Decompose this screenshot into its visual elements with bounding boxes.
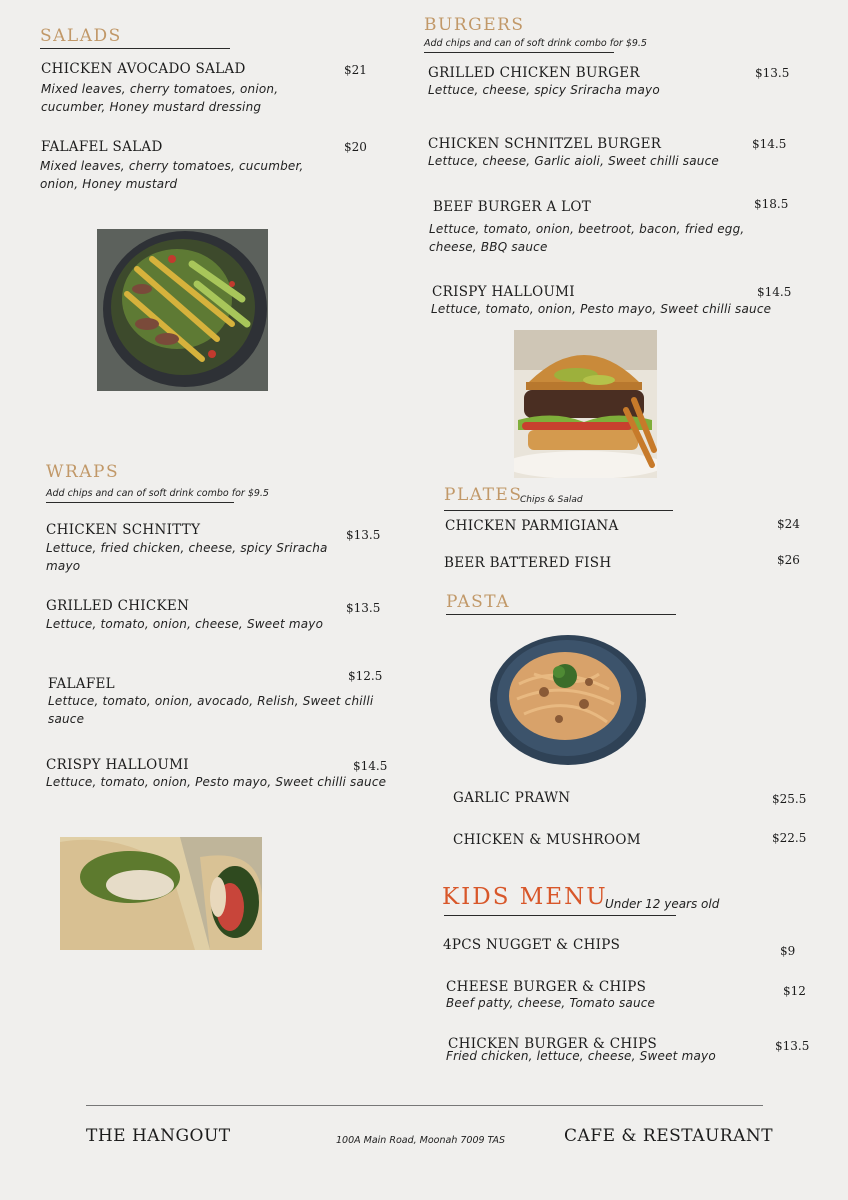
restaurant-address: 100A Main Road, Moonah 7009 TAS: [336, 1135, 506, 1146]
burgers-title: BURGERS: [424, 15, 525, 35]
menu-item-price: $13.5: [775, 1039, 810, 1053]
menu-item-name: CHICKEN SCHNITZEL BURGER: [428, 136, 662, 152]
menu-item-name: CHICKEN BURGER & CHIPS: [448, 1036, 658, 1052]
menu-item-price: $21: [344, 63, 367, 77]
menu-item-price: $12: [783, 984, 806, 998]
restaurant-type: CAFE & RESTAURANT: [564, 1126, 774, 1146]
menu-item-name: BEEF BURGER A LOT: [433, 199, 592, 215]
kids-divider: [444, 915, 676, 916]
menu-item-price: $12.5: [348, 669, 383, 683]
menu-item-price: $18.5: [754, 197, 789, 211]
menu-item-description: Lettuce, tomato, onion, avocado, Relish, Sweet chilli sauce: [48, 694, 374, 726]
menu-item-name: FALAFEL: [48, 676, 115, 692]
kids-menu-subtitle: Under 12 years old: [605, 897, 720, 911]
salads-divider: [40, 48, 230, 49]
menu-item-description: Lettuce, tomato, onion, Pesto mayo, Sweet chilli sauce: [431, 302, 772, 316]
menu-item-price: $20: [344, 140, 367, 154]
menu-item-price: $24: [777, 517, 800, 531]
footer-divider: [86, 1105, 763, 1106]
menu-item-price: $14.5: [353, 759, 388, 773]
menu-item-description: Mixed leaves, cherry tomatoes, onion, cucumber, Honey mustard dressing: [41, 82, 279, 114]
salads-title: SALADS: [40, 26, 122, 46]
burgers-divider: [424, 52, 614, 53]
menu-item-name: CHICKEN SCHNITTY: [46, 522, 201, 538]
menu-item-name: GRILLED CHICKEN BURGER: [428, 65, 640, 81]
plates-title: PLATES: [444, 485, 523, 505]
wrap-photo: [60, 837, 262, 950]
pasta-photo: [489, 634, 647, 766]
menu-item-price: $14.5: [752, 137, 787, 151]
burger-photo: [514, 330, 657, 478]
wraps-title: WRAPS: [46, 462, 120, 482]
menu-item-name: GARLIC PRAWN: [453, 790, 571, 806]
menu-item-name: BEER BATTERED FISH: [444, 555, 612, 571]
menu-item-price: $25.5: [772, 792, 807, 806]
menu-item-price: $13.5: [346, 601, 381, 615]
menu-item-description: Lettuce, cheese, Garlic aioli, Sweet chilli sauce: [428, 154, 719, 168]
menu-item-description: Lettuce, fried chicken, cheese, spicy Sriracha mayo: [46, 541, 328, 573]
menu-item-name: CHICKEN & MUSHROOM: [453, 832, 641, 848]
menu-item-name: GRILLED CHICKEN: [46, 598, 190, 614]
menu-item-description: Lettuce, tomato, onion, Pesto mayo, Sweet chilli sauce: [46, 775, 387, 789]
menu-item-price: $13.5: [346, 528, 381, 542]
plates-subtitle: Chips & Salad: [520, 495, 583, 505]
menu-item-price: $22.5: [772, 831, 807, 845]
salad-photo: [97, 229, 268, 391]
restaurant-name: THE HANGOUT: [86, 1126, 231, 1146]
menu-item-price: $14.5: [757, 285, 792, 299]
menu-item-description: Fried chicken, lettuce, cheese, Sweet mayo: [446, 1049, 716, 1063]
menu-item-name: CHEESE BURGER & CHIPS: [446, 979, 647, 995]
menu-item-name: CHICKEN PARMIGIANA: [445, 518, 619, 534]
kids-menu-title: KIDS MENU: [442, 884, 608, 910]
menu-item-description: Beef patty, cheese, Tomato sauce: [446, 996, 656, 1010]
menu-item-description: Lettuce, cheese, spicy Sriracha mayo: [428, 83, 660, 97]
menu-item-price: $13.5: [755, 66, 790, 80]
plates-divider: [444, 510, 673, 511]
menu-item-price: $9: [780, 944, 796, 958]
menu-item-name: FALAFEL SALAD: [41, 139, 163, 155]
menu-item-description: Mixed leaves, cherry tomatoes, cucumber, onion, Honey mustard: [40, 159, 304, 191]
menu-item-description: Lettuce, tomato, onion, beetroot, bacon, fried egg, cheese, BBQ sauce: [429, 222, 745, 254]
wraps-divider: [46, 502, 234, 503]
menu-item-name: CRISPY HALLOUMI: [46, 757, 189, 773]
wraps-combo-note: Add chips and can of soft drink combo for $9.5: [46, 488, 269, 499]
menu-item-name: CRISPY HALLOUMI: [432, 284, 575, 300]
menu-item-price: $26: [777, 553, 800, 567]
menu-item-description: Lettuce, tomato, onion, cheese, Sweet mayo: [46, 617, 324, 631]
pasta-title: PASTA: [446, 592, 510, 612]
menu-item-name: 4PCS NUGGET & CHIPS: [443, 937, 621, 953]
burgers-combo-note: Add chips and can of soft drink combo for $9.5: [424, 38, 647, 49]
pasta-divider: [446, 614, 676, 615]
menu-item-name: CHICKEN AVOCADO SALAD: [41, 61, 246, 77]
